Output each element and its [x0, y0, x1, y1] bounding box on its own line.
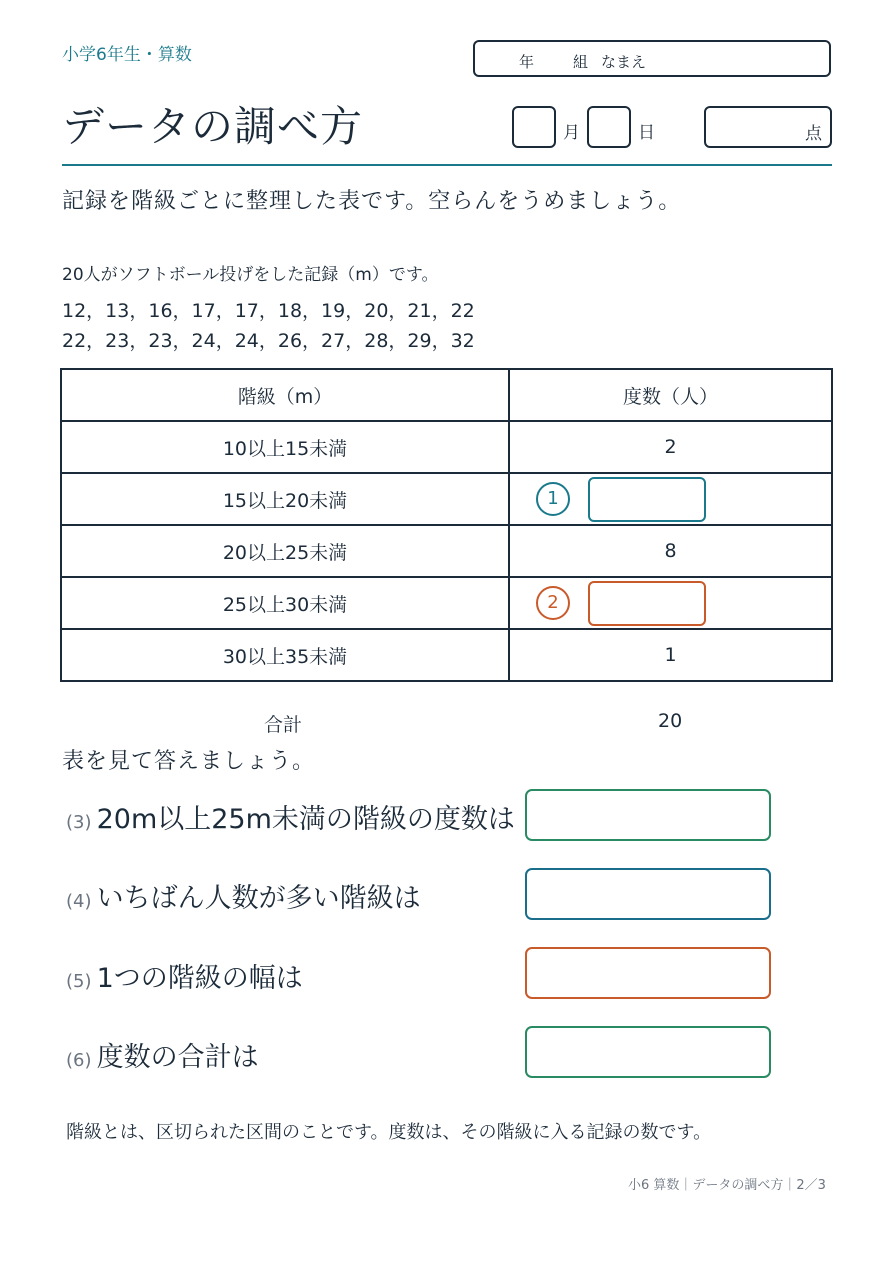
- score-label: 点: [805, 124, 822, 144]
- freq-cell: 2: [509, 421, 832, 473]
- header-frequency: 度数（人）: [509, 369, 832, 421]
- question-number: (3): [66, 812, 92, 833]
- question-4: [66, 876, 421, 915]
- answer-box-1[interactable]: [588, 477, 706, 522]
- table-row: [61, 421, 832, 473]
- day-box[interactable]: [587, 106, 631, 148]
- header-divider: [62, 164, 832, 166]
- question-text: 度数の合計は: [96, 1042, 259, 1073]
- page-title: データの調べ方: [62, 102, 364, 151]
- question-text: 20m以上25m未満の階級の度数は: [96, 804, 515, 835]
- class-cell: 30以上35未満: [61, 629, 509, 681]
- data-intro: 20人がソフトボール投げをした記録（m）です。: [62, 265, 439, 285]
- table-header-row: [61, 369, 832, 421]
- records-line-1: 12，13，16，17，17，18，19，20，21，22: [62, 300, 475, 322]
- page-footer: 小6 算数｜データの調べ方｜2／3: [628, 1178, 826, 1193]
- answer-box-2[interactable]: [588, 581, 706, 626]
- question-number: (5): [66, 971, 92, 992]
- instruction: 記録を階級ごとに整理した表です。空らんをうめましょう。: [62, 189, 682, 214]
- answer-box-3[interactable]: [525, 789, 771, 841]
- header-class: 階級（m）: [61, 369, 509, 421]
- score-box[interactable]: [704, 106, 832, 148]
- answer-box-6[interactable]: [525, 1026, 771, 1078]
- class-cell: 10以上15未満: [61, 421, 509, 473]
- freq-cell: 1: [509, 629, 832, 681]
- freq-cell-blank: [509, 473, 832, 525]
- freq-cell: 8: [509, 525, 832, 577]
- month-box[interactable]: [512, 106, 556, 148]
- grade-subject: 小学6年生・算数: [62, 45, 192, 65]
- total-value: 20: [658, 710, 683, 732]
- definition-note: 階級とは、区切られた区間のことです。度数は、その階級に入る記録の数です。: [66, 1122, 712, 1143]
- table-row: [61, 473, 832, 525]
- question-number: (4): [66, 891, 92, 912]
- question-6: [66, 1035, 259, 1074]
- class-label: 組: [573, 53, 589, 71]
- table-row: [61, 525, 832, 577]
- table-row: [61, 577, 832, 629]
- month-label: 月: [563, 123, 580, 143]
- question-badge-1: 1: [536, 482, 570, 516]
- question-text: 1つの階級の幅は: [96, 963, 303, 994]
- frequency-table: [60, 368, 833, 682]
- day-label: 日: [638, 123, 655, 143]
- question-badge-2: 2: [536, 586, 570, 620]
- class-cell: 25以上30未満: [61, 577, 509, 629]
- name-label: なまえ: [601, 53, 647, 71]
- question-5: [66, 956, 303, 995]
- answer-box-4[interactable]: [525, 868, 771, 920]
- question-text: いちばん人数が多い階級は: [96, 883, 421, 914]
- questions-heading: 表を見て答えましょう。: [62, 749, 316, 774]
- class-cell: 15以上20未満: [61, 473, 509, 525]
- year-label: 年: [519, 53, 535, 71]
- question-number: (6): [66, 1050, 92, 1071]
- question-3: [66, 797, 515, 836]
- freq-cell-blank: [509, 577, 832, 629]
- table-row: [61, 629, 832, 681]
- records-line-2: 22，23，23，24，24，26，27，28，29，32: [62, 330, 475, 352]
- answer-box-5[interactable]: [525, 947, 771, 999]
- name-field[interactable]: [473, 40, 831, 77]
- class-cell: 20以上25未満: [61, 525, 509, 577]
- total-label: 合計: [264, 714, 303, 736]
